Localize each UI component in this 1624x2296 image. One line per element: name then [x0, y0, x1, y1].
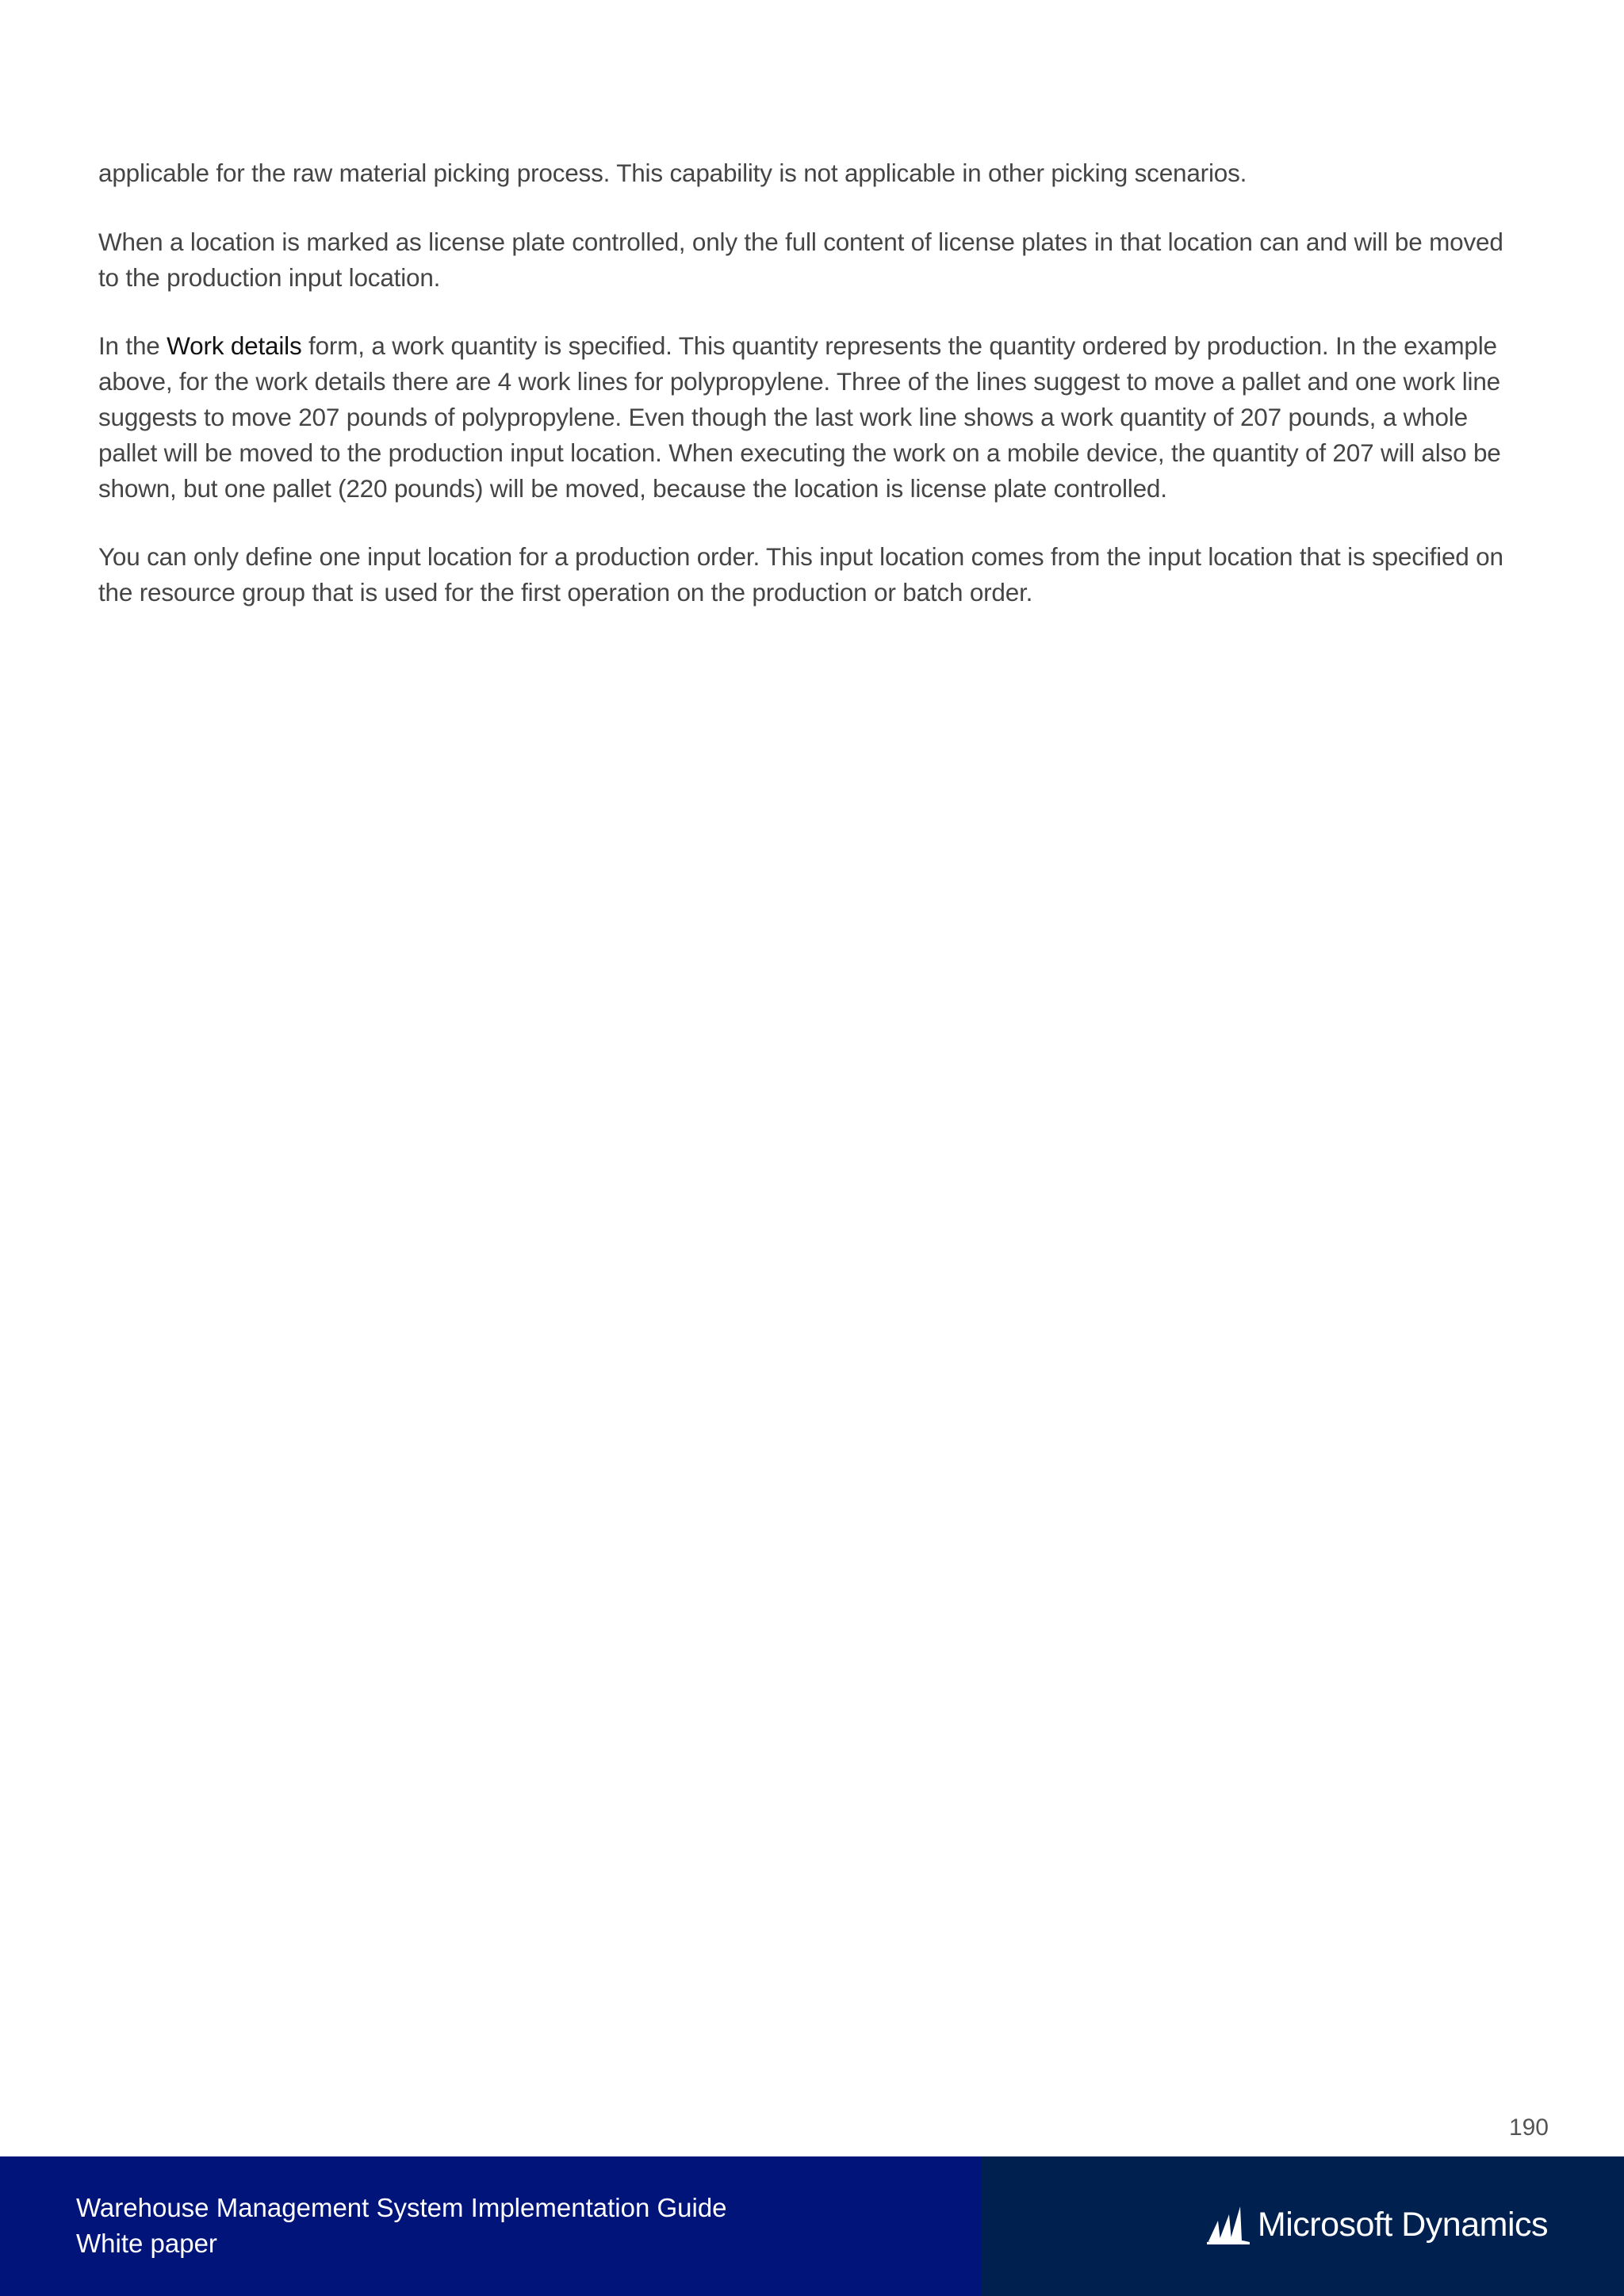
paragraph-4: You can only define one input location for a production order. This input location comes from the input location that is specified on the resource group that is used for the first operation on the production or batch order.: [98, 542, 1503, 607]
document-body: [98, 155, 1526, 644]
paragraph-3-body: form, a work quantity is specified. This quantity represents the quantity ordered by production. In the example above, for the work details there are 4 work lines for polypropylene. Three of the lines suggest to move a pallet and one work line suggests to move 207 pounds of polypropylene. Even though the last work line shows a work quantity of 207 pounds, a whole pallet will be moved to the production input location. When executing the work on a mobile device, the quantity of 207 will also be shown, but one pallet (220 pounds) will be moved, because the location is license plate controlled.: [98, 331, 1501, 503]
footer-title: Warehouse Management System Implementation Guide: [76, 2193, 727, 2222]
paragraph-2: When a location is marked as license plate controlled, only the full content of license plates in that location can and will be moved to the production input location.: [98, 227, 1503, 292]
paragraph-1: applicable for the raw material picking process. This capability is not applicable in other picking scenarios.: [98, 159, 1247, 187]
paragraph-3: [98, 328, 1526, 506]
footer-brand-band: [981, 2156, 1624, 2296]
microsoft-dynamics-logo-icon: [1207, 2205, 1250, 2244]
footer-subtitle: White paper: [76, 2229, 217, 2258]
footer-title-band: [0, 2156, 981, 2296]
brand-lockup: [1207, 2201, 1548, 2248]
footer: [0, 2156, 1624, 2296]
paragraph-3-prefix: In the: [98, 331, 167, 361]
work-details-form-name: Work details: [167, 331, 302, 361]
brand-name: Microsoft Dynamics: [1257, 2206, 1548, 2244]
page-number: 190: [1508, 2114, 1549, 2141]
